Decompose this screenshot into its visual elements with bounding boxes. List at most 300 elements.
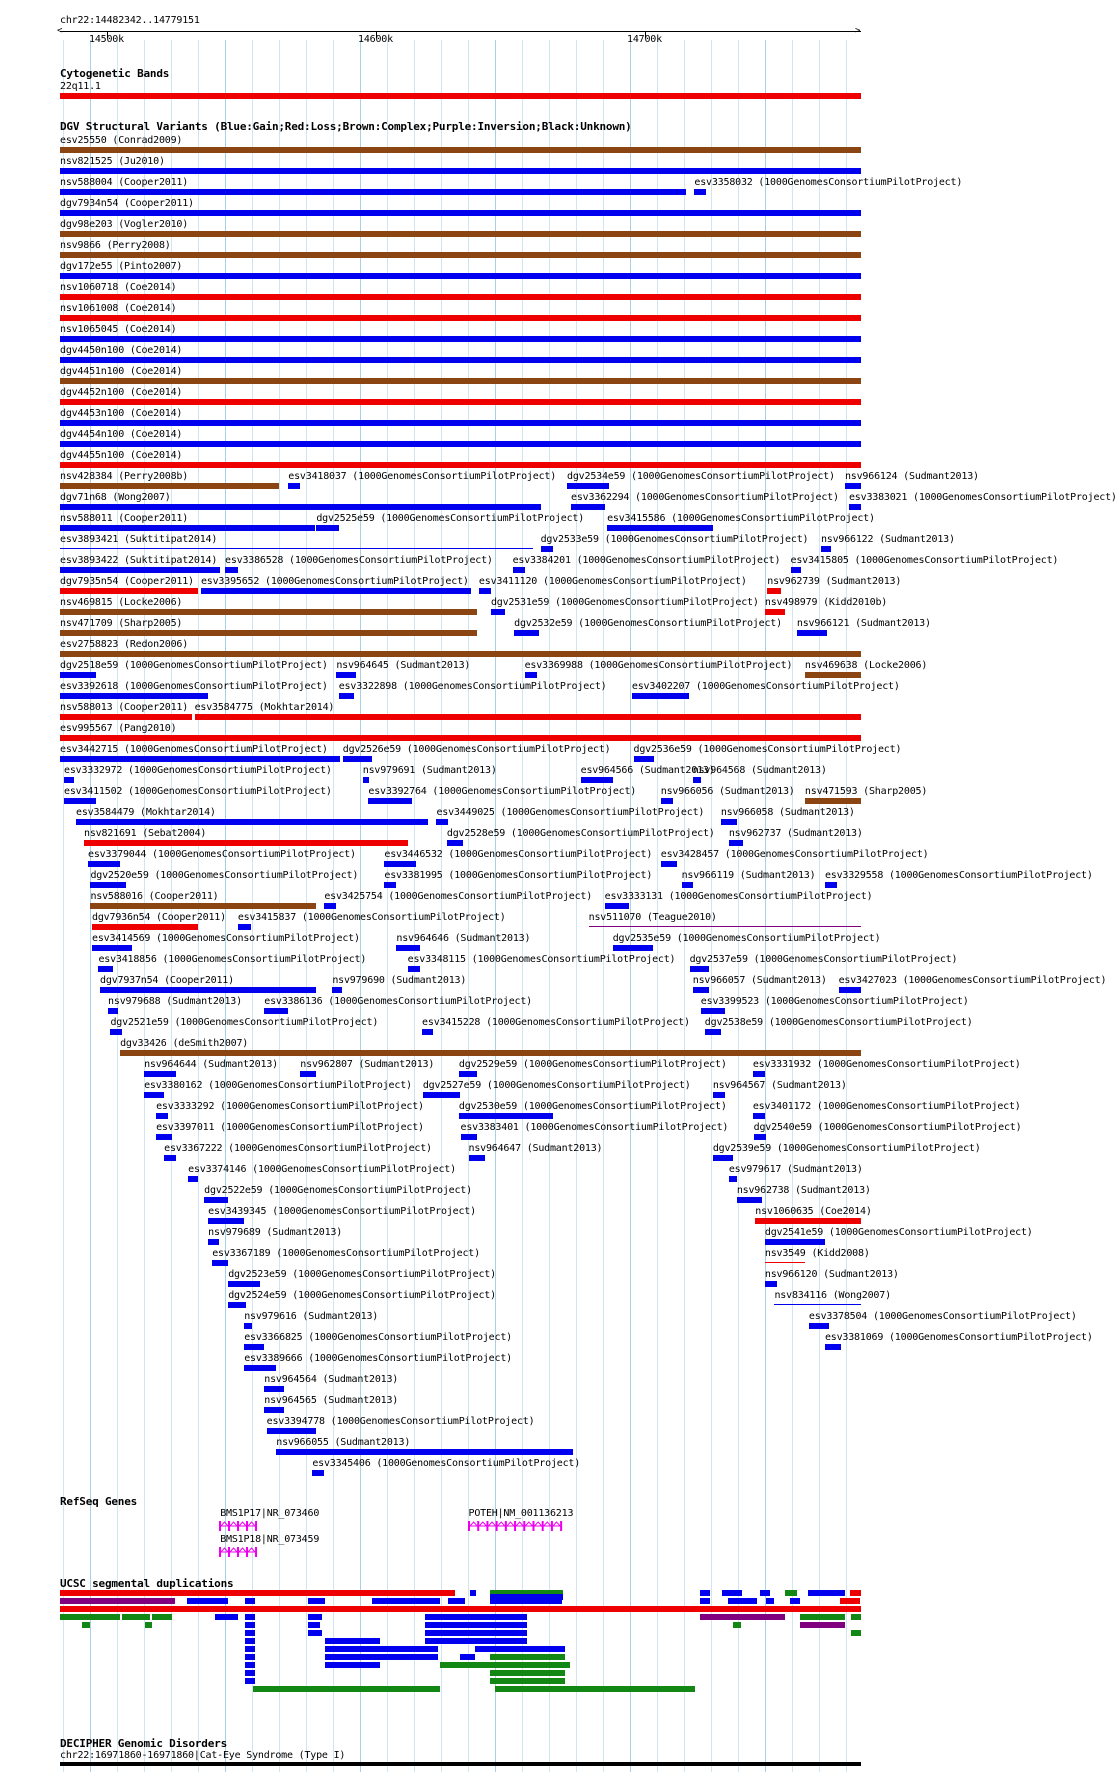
dgv-feature-bar[interactable] bbox=[541, 546, 553, 552]
dgv-feature-label[interactable]: dgv7934n54 (Cooper2011) bbox=[60, 198, 194, 209]
segdup-block[interactable] bbox=[733, 1622, 741, 1628]
dgv-feature-bar[interactable] bbox=[244, 1344, 264, 1350]
dgv-feature-bar[interactable] bbox=[60, 630, 477, 636]
segdup-block[interactable] bbox=[152, 1614, 172, 1620]
dgv-feature-label[interactable]: esv3411120 (1000GenomesConsortiumPilotProject) bbox=[478, 576, 747, 587]
dgv-feature-bar[interactable] bbox=[809, 1323, 829, 1329]
dgv-feature-label[interactable]: nsv966124 (Sudmant2013) bbox=[844, 471, 979, 482]
segdup-block[interactable] bbox=[808, 1590, 845, 1596]
dgv-feature-label[interactable]: esv3333131 (1000GenomesConsortiumPilotProject) bbox=[604, 891, 873, 902]
dgv-feature-label[interactable]: esv3374146 (1000GenomesConsortiumPilotProject) bbox=[188, 1164, 456, 1175]
dgv-feature-label[interactable]: esv3379044 (1000GenomesConsortiumPilotProject) bbox=[88, 849, 356, 860]
dgv-feature-bar[interactable] bbox=[461, 1134, 477, 1140]
segdup-block[interactable] bbox=[460, 1654, 475, 1660]
dgv-feature-label[interactable]: esv3402207 (1000GenomesConsortiumPilotProject) bbox=[631, 681, 900, 692]
dgv-feature-label[interactable]: dgv2518e59 (1000GenomesConsortiumPilotProject) bbox=[60, 660, 328, 671]
dgv-feature-label[interactable]: nsv1061008 (Coe2014) bbox=[60, 303, 177, 314]
segdup-block[interactable] bbox=[122, 1614, 150, 1620]
dgv-feature-bar[interactable] bbox=[791, 567, 801, 573]
dgv-feature-label[interactable]: esv3383401 (1000GenomesConsortiumPilotProject) bbox=[460, 1122, 729, 1133]
dgv-feature-bar[interactable] bbox=[332, 987, 342, 993]
dgv-feature-label[interactable]: esv3414569 (1000GenomesConsortiumPilotProject) bbox=[92, 933, 360, 944]
dgv-feature-bar[interactable] bbox=[384, 861, 416, 867]
dgv-feature-label[interactable]: nsv469815 (Locke2006) bbox=[60, 597, 183, 608]
dgv-feature-bar[interactable] bbox=[60, 651, 861, 657]
dgv-feature-bar[interactable] bbox=[607, 525, 713, 531]
segdup-block[interactable] bbox=[495, 1686, 695, 1692]
dgv-feature-bar[interactable] bbox=[228, 1302, 246, 1308]
dgv-feature-label[interactable]: dgv2522e59 (1000GenomesConsortiumPilotProject) bbox=[204, 1185, 472, 1196]
dgv-feature-label[interactable]: nsv469638 (Locke2006) bbox=[804, 660, 928, 671]
segdup-block[interactable] bbox=[325, 1638, 380, 1644]
dgv-feature-bar[interactable] bbox=[60, 315, 861, 321]
segdup-block[interactable] bbox=[325, 1662, 380, 1668]
refseq-gene-model[interactable] bbox=[469, 1520, 565, 1532]
dgv-feature-bar[interactable] bbox=[525, 672, 537, 678]
dgv-feature-label[interactable]: dgv2529e59 (1000GenomesConsortiumPilotProject) bbox=[458, 1059, 727, 1070]
dgv-feature-label[interactable]: nsv1065045 (Coe2014) bbox=[60, 324, 177, 335]
segdup-block[interactable] bbox=[728, 1598, 757, 1604]
segdup-block[interactable] bbox=[448, 1598, 465, 1604]
dgv-feature-label[interactable]: nsv962738 (Sudmant2013) bbox=[736, 1185, 871, 1196]
dgv-feature-bar[interactable] bbox=[839, 987, 861, 993]
dgv-feature-bar[interactable] bbox=[60, 210, 861, 216]
dgv-feature-bar[interactable] bbox=[60, 693, 208, 699]
dgv-feature-bar[interactable] bbox=[60, 525, 315, 531]
dgv-feature-bar[interactable] bbox=[108, 1008, 118, 1014]
dgv-feature-label[interactable]: dgv2540e59 (1000GenomesConsortiumPilotProject) bbox=[753, 1122, 1022, 1133]
cytoband-track-title[interactable]: Cytogenetic Bands bbox=[60, 67, 170, 80]
dgv-feature-label[interactable]: nsv966055 (Sudmant2013) bbox=[276, 1437, 411, 1448]
dgv-feature-bar[interactable] bbox=[459, 1071, 477, 1077]
dgv-feature-bar[interactable] bbox=[589, 926, 861, 927]
dgv-feature-label[interactable]: esv3345406 (1000GenomesConsortiumPilotProject) bbox=[312, 1458, 581, 1469]
dgv-feature-bar[interactable] bbox=[613, 945, 653, 951]
dgv-feature-bar[interactable] bbox=[60, 273, 861, 279]
segdup-block[interactable] bbox=[245, 1646, 255, 1652]
dgv-feature-bar[interactable] bbox=[60, 483, 279, 489]
dgv-feature-label[interactable]: nsv428384 (Perry2008b) bbox=[60, 471, 189, 482]
dgv-feature-label[interactable]: esv964566 (Sudmant2013) bbox=[580, 765, 715, 776]
segdup-block[interactable] bbox=[308, 1622, 320, 1628]
dgv-feature-bar[interactable] bbox=[661, 861, 677, 867]
dgv-feature-bar[interactable] bbox=[264, 1407, 284, 1413]
dgv-feature-label[interactable]: esv3333292 (1000GenomesConsortiumPilotProject) bbox=[156, 1101, 424, 1112]
dgv-feature-label[interactable]: dgv2531e59 (1000GenomesConsortiumPilotProject) bbox=[490, 597, 759, 608]
cytoband-bar[interactable] bbox=[60, 93, 861, 99]
dgv-feature-label[interactable]: esv3366825 (1000GenomesConsortiumPilotProject) bbox=[244, 1332, 512, 1343]
dgv-feature-bar[interactable] bbox=[60, 462, 861, 468]
dgv-feature-bar[interactable] bbox=[156, 1113, 168, 1119]
dgv-feature-bar[interactable] bbox=[825, 882, 837, 888]
dgv-feature-bar[interactable] bbox=[164, 1155, 176, 1161]
dgv-feature-bar[interactable] bbox=[459, 1113, 554, 1119]
dgv-feature-label[interactable]: esv3381069 (1000GenomesConsortiumPilotProject) bbox=[824, 1332, 1093, 1343]
dgv-feature-label[interactable]: dgv4451n100 (Coe2014) bbox=[60, 366, 183, 377]
dgv-feature-bar[interactable] bbox=[201, 588, 471, 594]
segdup-block[interactable] bbox=[425, 1622, 527, 1628]
dgv-feature-bar[interactable] bbox=[267, 1428, 317, 1434]
dgv-feature-label[interactable]: esv3332972 (1000GenomesConsortiumPilotProject) bbox=[64, 765, 332, 776]
dgv-feature-label[interactable]: dgv4454n100 (Coe2014) bbox=[60, 429, 183, 440]
dgv-feature-bar[interactable] bbox=[755, 1218, 861, 1224]
dgv-feature-label[interactable]: nsv979688 (Sudmant2013) bbox=[108, 996, 242, 1007]
dgv-feature-bar[interactable] bbox=[264, 1386, 284, 1392]
dgv-feature-label[interactable]: dgv4450n100 (Coe2014) bbox=[60, 345, 183, 356]
dgv-feature-label[interactable]: dgv2536e59 (1000GenomesConsortiumPilotProject) bbox=[633, 744, 902, 755]
dgv-feature-label[interactable]: nsv9866 (Perry2008) bbox=[60, 240, 171, 251]
dgv-feature-bar[interactable] bbox=[693, 987, 709, 993]
dgv-feature-bar[interactable] bbox=[567, 483, 609, 489]
dgv-feature-bar[interactable] bbox=[729, 1176, 737, 1182]
segdup-block[interactable] bbox=[245, 1662, 255, 1668]
dgv-feature-bar[interactable] bbox=[774, 1304, 861, 1305]
dgv-feature-bar[interactable] bbox=[92, 945, 132, 951]
dgv-track-title[interactable]: DGV Structural Variants (Blue:Gain;Red:Loss;Brown:Complex;Purple:Inversion;Black:Unknown) bbox=[60, 120, 632, 133]
segdup-block[interactable] bbox=[851, 1630, 861, 1636]
dgv-feature-bar[interactable] bbox=[661, 798, 673, 804]
dgv-feature-bar[interactable] bbox=[225, 567, 238, 573]
dgv-feature-bar[interactable] bbox=[60, 252, 861, 258]
dgv-feature-label[interactable]: esv3442715 (1000GenomesConsortiumPilotProject) bbox=[60, 744, 328, 755]
dgv-feature-label[interactable]: esv3389666 (1000GenomesConsortiumPilotProject) bbox=[244, 1353, 512, 1364]
segdup-block[interactable] bbox=[245, 1678, 255, 1684]
dgv-feature-bar[interactable] bbox=[339, 693, 354, 699]
dgv-feature-label[interactable]: nsv1060718 (Coe2014) bbox=[60, 282, 177, 293]
dgv-feature-label[interactable]: esv3394778 (1000GenomesConsortiumPilotProject) bbox=[266, 1416, 535, 1427]
dgv-feature-label[interactable]: esv3449025 (1000GenomesConsortiumPilotProject) bbox=[436, 807, 705, 818]
dgv-feature-label[interactable]: esv3418037 (1000GenomesConsortiumPilotProject) bbox=[288, 471, 557, 482]
segdup-block[interactable] bbox=[308, 1614, 322, 1620]
dgv-feature-bar[interactable] bbox=[238, 924, 251, 930]
decipher-feature-label[interactable]: chr22:16971860-16971860|Cat-Eye Syndrome (Type I) bbox=[60, 1750, 346, 1761]
dgv-feature-label[interactable]: nsv3549 (Kidd2008) bbox=[764, 1248, 870, 1259]
dgv-feature-label[interactable]: esv2758823 (Redon2006) bbox=[60, 639, 189, 650]
dgv-feature-label[interactable]: dgv2520e59 (1000GenomesConsortiumPilotProject) bbox=[90, 870, 359, 881]
segdup-block[interactable] bbox=[245, 1654, 255, 1660]
dgv-feature-bar[interactable] bbox=[60, 609, 477, 615]
dgv-feature-bar[interactable] bbox=[682, 882, 693, 888]
dgv-feature-label[interactable]: esv3362294 (1000GenomesConsortiumPilotProject) bbox=[571, 492, 839, 503]
dgv-feature-label[interactable]: esv3384201 (1000GenomesConsortiumPilotProject) bbox=[512, 555, 781, 566]
dgv-feature-bar[interactable] bbox=[765, 1262, 805, 1263]
dgv-feature-label[interactable]: esv3893421 (Suktitipat2014) bbox=[60, 534, 218, 545]
dgv-feature-label[interactable]: dgv2526e59 (1000GenomesConsortiumPilotProject) bbox=[342, 744, 611, 755]
dgv-feature-label[interactable]: nsv588004 (Cooper2011) bbox=[60, 177, 189, 188]
dgv-feature-label[interactable]: dgv2521e59 (1000GenomesConsortiumPilotProject) bbox=[110, 1017, 379, 1028]
dgv-feature-bar[interactable] bbox=[60, 588, 198, 594]
dgv-feature-label[interactable]: nsv964647 (Sudmant2013) bbox=[468, 1143, 603, 1154]
dgv-feature-label[interactable]: nsv964565 (Sudmant2013) bbox=[264, 1395, 399, 1406]
segdup-block[interactable] bbox=[722, 1590, 742, 1596]
dgv-feature-bar[interactable] bbox=[195, 714, 861, 720]
segdup-block[interactable] bbox=[245, 1598, 255, 1604]
dgv-feature-label[interactable]: esv3392618 (1000GenomesConsortiumPilotProject) bbox=[60, 681, 328, 692]
dgv-feature-label[interactable]: dgv71n68 (Wong2007) bbox=[60, 492, 171, 503]
dgv-feature-label[interactable]: nsv471593 (Sharp2005) bbox=[804, 786, 928, 797]
dgv-feature-bar[interactable] bbox=[100, 987, 316, 993]
dgv-feature-bar[interactable] bbox=[60, 756, 340, 762]
dgv-feature-label[interactable]: nsv588013 (Cooper2011) bbox=[60, 702, 189, 713]
dgv-feature-bar[interactable] bbox=[447, 840, 463, 846]
dgv-feature-bar[interactable] bbox=[110, 1029, 122, 1035]
dgv-feature-label[interactable]: dgv2528e59 (1000GenomesConsortiumPilotProject) bbox=[446, 828, 715, 839]
dgv-feature-bar[interactable] bbox=[60, 168, 861, 174]
dgv-feature-bar[interactable] bbox=[204, 1197, 228, 1203]
dgv-feature-label[interactable]: dgv4452n100 (Coe2014) bbox=[60, 387, 183, 398]
dgv-feature-bar[interactable] bbox=[64, 798, 96, 804]
segdup-block[interactable] bbox=[840, 1598, 860, 1604]
dgv-feature-bar[interactable] bbox=[469, 1155, 485, 1161]
segdup-block[interactable] bbox=[308, 1630, 322, 1636]
decipher-track-title[interactable]: DECIPHER Genomic Disorders bbox=[60, 1737, 227, 1750]
dgv-feature-bar[interactable] bbox=[64, 777, 74, 783]
dgv-feature-bar[interactable] bbox=[753, 1113, 765, 1119]
dgv-feature-bar[interactable] bbox=[60, 672, 96, 678]
dgv-feature-label[interactable]: dgv7935n54 (Cooper2011) bbox=[60, 576, 194, 587]
dgv-feature-bar[interactable] bbox=[60, 420, 861, 426]
dgv-feature-label[interactable]: esv3893422 (Suktitipat2014) bbox=[60, 555, 218, 566]
dgv-feature-label[interactable]: esv3386528 (1000GenomesConsortiumPilotProject) bbox=[225, 555, 493, 566]
dgv-feature-bar[interactable] bbox=[120, 1050, 861, 1056]
refseq-gene-label[interactable]: BMS1P17|NR_073460 bbox=[220, 1508, 320, 1519]
dgv-feature-label[interactable]: dgv2524e59 (1000GenomesConsortiumPilotProject) bbox=[228, 1290, 496, 1301]
dgv-feature-bar[interactable] bbox=[144, 1092, 164, 1098]
dgv-feature-bar[interactable] bbox=[60, 504, 541, 510]
dgv-feature-label[interactable]: dgv2541e59 (1000GenomesConsortiumPilotProject) bbox=[764, 1227, 1033, 1238]
dgv-feature-bar[interactable] bbox=[92, 924, 198, 930]
dgv-feature-bar[interactable] bbox=[765, 609, 785, 615]
dgv-feature-bar[interactable] bbox=[436, 819, 447, 825]
dgv-feature-label[interactable]: nsv588016 (Cooper2011) bbox=[90, 891, 219, 902]
segdup-block[interactable] bbox=[325, 1646, 438, 1652]
segdup-block[interactable] bbox=[245, 1630, 255, 1636]
dgv-feature-label[interactable]: esv3380162 (1000GenomesConsortiumPilotProject) bbox=[144, 1080, 412, 1091]
dgv-feature-label[interactable]: nsv979616 (Sudmant2013) bbox=[244, 1311, 379, 1322]
dgv-feature-label[interactable]: esv3418856 (1000GenomesConsortiumPilotProject) bbox=[98, 954, 367, 965]
segdup-block[interactable] bbox=[187, 1598, 228, 1604]
dgv-feature-label[interactable]: dgv2534e59 (1000GenomesConsortiumPilotProject) bbox=[567, 471, 835, 482]
dgv-feature-bar[interactable] bbox=[805, 798, 861, 804]
segdup-block[interactable] bbox=[490, 1678, 565, 1684]
dgv-feature-label[interactable]: nsv966057 (Sudmant2013) bbox=[692, 975, 827, 986]
segdup-block[interactable] bbox=[308, 1598, 325, 1604]
dgv-feature-label[interactable]: esv3395652 (1000GenomesConsortiumPilotProject) bbox=[200, 576, 469, 587]
dgv-feature-label[interactable]: nsv966119 (Sudmant2013) bbox=[681, 870, 816, 881]
dgv-feature-label[interactable]: esv3381995 (1000GenomesConsortiumPilotProject) bbox=[384, 870, 653, 881]
dgv-feature-label[interactable]: dgv2527e59 (1000GenomesConsortiumPilotProject) bbox=[422, 1080, 691, 1091]
segdup-block[interactable] bbox=[760, 1590, 770, 1596]
dgv-feature-bar[interactable] bbox=[729, 840, 743, 846]
segdup-block[interactable] bbox=[475, 1646, 565, 1652]
dgv-feature-bar[interactable] bbox=[60, 378, 861, 384]
segdup-block[interactable] bbox=[145, 1622, 152, 1628]
dgv-feature-bar[interactable] bbox=[765, 1281, 777, 1287]
dgv-feature-label[interactable]: nsv588011 (Cooper2011) bbox=[60, 513, 189, 524]
dgv-feature-label[interactable]: esv979617 (Sudmant2013) bbox=[728, 1164, 863, 1175]
dgv-feature-label[interactable]: esv3415805 (1000GenomesConsortiumPilotProject) bbox=[790, 555, 1059, 566]
dgv-feature-bar[interactable] bbox=[605, 903, 629, 909]
segdup-block[interactable] bbox=[253, 1686, 440, 1692]
dgv-feature-label[interactable]: dgv33426 (deSmith2007) bbox=[120, 1038, 249, 1049]
dgv-feature-bar[interactable] bbox=[713, 1155, 733, 1161]
segdup-block[interactable] bbox=[245, 1638, 255, 1644]
segdup-block[interactable] bbox=[215, 1614, 238, 1620]
dgv-feature-bar[interactable] bbox=[368, 798, 412, 804]
dgv-feature-bar[interactable] bbox=[300, 1071, 316, 1077]
dgv-feature-label[interactable]: esv3425754 (1000GenomesConsortiumPilotProject) bbox=[324, 891, 593, 902]
dgv-feature-label[interactable]: dgv7936n54 (Cooper2011) bbox=[92, 912, 226, 923]
dgv-feature-label[interactable]: esv3397011 (1000GenomesConsortiumPilotProject) bbox=[156, 1122, 424, 1133]
segdup-block[interactable] bbox=[700, 1598, 710, 1604]
dgv-feature-label[interactable]: esv3322898 (1000GenomesConsortiumPilotProject) bbox=[338, 681, 607, 692]
segdup-block[interactable] bbox=[60, 1614, 120, 1620]
dgv-feature-bar[interactable] bbox=[60, 399, 861, 405]
dgv-feature-bar[interactable] bbox=[513, 567, 525, 573]
segdup-block[interactable] bbox=[700, 1614, 785, 1620]
dgv-feature-label[interactable]: dgv2535e59 (1000GenomesConsortiumPilotProject) bbox=[612, 933, 881, 944]
segdup-block[interactable] bbox=[470, 1590, 476, 1596]
dgv-feature-label[interactable]: nsv966120 (Sudmant2013) bbox=[764, 1269, 899, 1280]
dgv-feature-bar[interactable] bbox=[845, 483, 861, 489]
dgv-feature-bar[interactable] bbox=[363, 777, 369, 783]
segdup-block[interactable] bbox=[490, 1598, 562, 1604]
dgv-feature-bar[interactable] bbox=[632, 693, 689, 699]
dgv-feature-bar[interactable] bbox=[276, 1449, 572, 1455]
dgv-feature-bar[interactable] bbox=[188, 1176, 198, 1182]
dgv-feature-label[interactable]: dgv2525e59 (1000GenomesConsortiumPilotProject) bbox=[316, 513, 585, 524]
dgv-feature-bar[interactable] bbox=[693, 777, 701, 783]
dgv-feature-label[interactable]: esv3378504 (1000GenomesConsortiumPilotProject) bbox=[808, 1311, 1077, 1322]
refseq-gene-label[interactable]: POTEH|NM_001136213 bbox=[468, 1508, 574, 1519]
dgv-feature-bar[interactable] bbox=[156, 1134, 172, 1140]
dgv-feature-label[interactable]: nsv964645 (Sudmant2013) bbox=[336, 660, 471, 671]
dgv-feature-bar[interactable] bbox=[491, 609, 505, 615]
dgv-feature-label[interactable]: nsv966058 (Sudmant2013) bbox=[720, 807, 855, 818]
dgv-feature-bar[interactable] bbox=[288, 483, 300, 489]
dgv-feature-bar[interactable] bbox=[228, 1281, 260, 1287]
segdup-block[interactable] bbox=[60, 1598, 175, 1604]
dgv-feature-label[interactable]: nsv821691 (Sebat2004) bbox=[84, 828, 207, 839]
dgv-feature-bar[interactable] bbox=[90, 903, 316, 909]
dgv-feature-bar[interactable] bbox=[60, 231, 861, 237]
dgv-feature-bar[interactable] bbox=[60, 714, 192, 720]
segdup-block[interactable] bbox=[372, 1598, 440, 1604]
segdup-block[interactable] bbox=[851, 1614, 861, 1620]
decipher-feature-bar[interactable] bbox=[60, 1762, 861, 1766]
segdup-block[interactable] bbox=[800, 1614, 845, 1620]
dgv-feature-label[interactable]: nsv964646 (Sudmant2013) bbox=[396, 933, 531, 944]
segdup-block[interactable] bbox=[785, 1590, 797, 1596]
dgv-feature-label[interactable]: nsv962807 (Sudmant2013) bbox=[300, 1059, 435, 1070]
dgv-feature-bar[interactable] bbox=[84, 840, 408, 846]
dgv-feature-bar[interactable] bbox=[60, 294, 861, 300]
dgv-feature-label[interactable]: esv3428457 (1000GenomesConsortiumPilotProject) bbox=[660, 849, 929, 860]
dgv-feature-label[interactable]: esv3367222 (1000GenomesConsortiumPilotProject) bbox=[164, 1143, 432, 1154]
dgv-feature-bar[interactable] bbox=[422, 1029, 433, 1035]
segdup-track-title[interactable]: UCSC segmental duplications bbox=[60, 1577, 234, 1590]
dgv-feature-label[interactable]: esv3358032 (1000GenomesConsortiumPilotProject) bbox=[694, 177, 963, 188]
refseq-gene-model[interactable] bbox=[220, 1546, 260, 1558]
dgv-feature-label[interactable]: nsv979689 (Sudmant2013) bbox=[208, 1227, 343, 1238]
refseq-track-title[interactable]: RefSeq Genes bbox=[60, 1495, 138, 1508]
segdup-block[interactable] bbox=[440, 1662, 570, 1668]
dgv-feature-label[interactable]: nsv964568 (Sudmant2013) bbox=[692, 765, 827, 776]
dgv-feature-bar[interactable] bbox=[581, 777, 613, 783]
dgv-feature-label[interactable]: nsv962739 (Sudmant2013) bbox=[767, 576, 902, 587]
dgv-feature-label[interactable]: esv3399523 (1000GenomesConsortiumPilotProject) bbox=[700, 996, 969, 1007]
dgv-feature-bar[interactable] bbox=[60, 357, 861, 363]
dgv-feature-bar[interactable] bbox=[90, 882, 125, 888]
dgv-feature-label[interactable]: nsv962737 (Sudmant2013) bbox=[728, 828, 863, 839]
segdup-block[interactable] bbox=[425, 1614, 527, 1620]
dgv-feature-bar[interactable] bbox=[316, 525, 338, 531]
dgv-feature-bar[interactable] bbox=[514, 630, 539, 636]
dgv-feature-bar[interactable] bbox=[60, 735, 861, 741]
dgv-feature-bar[interactable] bbox=[754, 1134, 767, 1140]
segdup-block[interactable] bbox=[490, 1654, 565, 1660]
segdup-block[interactable] bbox=[425, 1638, 527, 1644]
dgv-feature-bar[interactable] bbox=[384, 882, 396, 888]
dgv-feature-bar[interactable] bbox=[212, 1260, 228, 1266]
dgv-feature-bar[interactable] bbox=[701, 1008, 725, 1014]
dgv-feature-bar[interactable] bbox=[825, 1344, 841, 1350]
segdup-block[interactable] bbox=[245, 1670, 255, 1676]
dgv-feature-bar[interactable] bbox=[713, 1092, 725, 1098]
dgv-feature-bar[interactable] bbox=[244, 1365, 276, 1371]
dgv-feature-bar[interactable] bbox=[396, 945, 420, 951]
dgv-feature-label[interactable]: nsv964564 (Sudmant2013) bbox=[264, 1374, 399, 1385]
dgv-feature-bar[interactable] bbox=[336, 672, 356, 678]
dgv-feature-label[interactable]: esv3369988 (1000GenomesConsortiumPilotProject) bbox=[524, 660, 793, 671]
dgv-feature-bar[interactable] bbox=[60, 147, 861, 153]
dgv-feature-bar[interactable] bbox=[705, 1029, 721, 1035]
dgv-feature-label[interactable]: nsv966122 (Sudmant2013) bbox=[820, 534, 955, 545]
dgv-feature-label[interactable]: esv3439345 (1000GenomesConsortiumPilotProject) bbox=[208, 1206, 476, 1217]
dgv-feature-bar[interactable] bbox=[690, 966, 709, 972]
dgv-feature-label[interactable]: nsv511070 (Teague2010) bbox=[588, 912, 717, 923]
dgv-feature-label[interactable]: dgv2537e59 (1000GenomesConsortiumPilotProject) bbox=[689, 954, 958, 965]
dgv-feature-bar[interactable] bbox=[312, 1470, 324, 1476]
dgv-feature-label[interactable]: esv3415837 (1000GenomesConsortiumPilotProject) bbox=[237, 912, 506, 923]
dgv-feature-bar[interactable] bbox=[805, 672, 861, 678]
dgv-feature-label[interactable]: dgv2533e59 (1000GenomesConsortiumPilotProject) bbox=[540, 534, 809, 545]
segdup-block[interactable] bbox=[245, 1614, 255, 1620]
dgv-feature-label[interactable]: esv3386136 (1000GenomesConsortiumPilotProject) bbox=[264, 996, 532, 1007]
dgv-feature-bar[interactable] bbox=[208, 1218, 244, 1224]
dgv-feature-bar[interactable] bbox=[144, 1071, 176, 1077]
dgv-feature-bar[interactable] bbox=[343, 756, 373, 762]
dgv-feature-label[interactable]: nsv834116 (Wong2007) bbox=[774, 1290, 891, 1301]
dgv-feature-bar[interactable] bbox=[60, 441, 861, 447]
dgv-feature-label[interactable]: esv3367189 (1000GenomesConsortiumPilotProject) bbox=[212, 1248, 480, 1259]
dgv-feature-bar[interactable] bbox=[244, 1323, 252, 1329]
dgv-feature-bar[interactable] bbox=[60, 189, 686, 195]
dgv-feature-label[interactable]: esv25550 (Conrad2009) bbox=[60, 135, 183, 146]
dgv-feature-bar[interactable] bbox=[60, 548, 533, 549]
dgv-feature-label[interactable]: nsv979690 (Sudmant2013) bbox=[332, 975, 467, 986]
dgv-feature-label[interactable]: esv3329558 (1000GenomesConsortiumPilotProject) bbox=[824, 870, 1093, 881]
dgv-feature-label[interactable]: nsv964644 (Sudmant2013) bbox=[144, 1059, 278, 1070]
segdup-block[interactable] bbox=[766, 1598, 774, 1604]
dgv-feature-label[interactable]: nsv471709 (Sharp2005) bbox=[60, 618, 183, 629]
segdup-block[interactable] bbox=[800, 1622, 845, 1628]
dgv-feature-label[interactable]: dgv2538e59 (1000GenomesConsortiumPilotProject) bbox=[704, 1017, 973, 1028]
segdup-block[interactable] bbox=[425, 1630, 527, 1636]
dgv-feature-label[interactable]: esv3415228 (1000GenomesConsortiumPilotProject) bbox=[422, 1017, 690, 1028]
dgv-feature-label[interactable]: dgv2523e59 (1000GenomesConsortiumPilotProject) bbox=[228, 1269, 496, 1280]
dgv-feature-label[interactable]: esv3427023 (1000GenomesConsortiumPilotProject) bbox=[838, 975, 1107, 986]
